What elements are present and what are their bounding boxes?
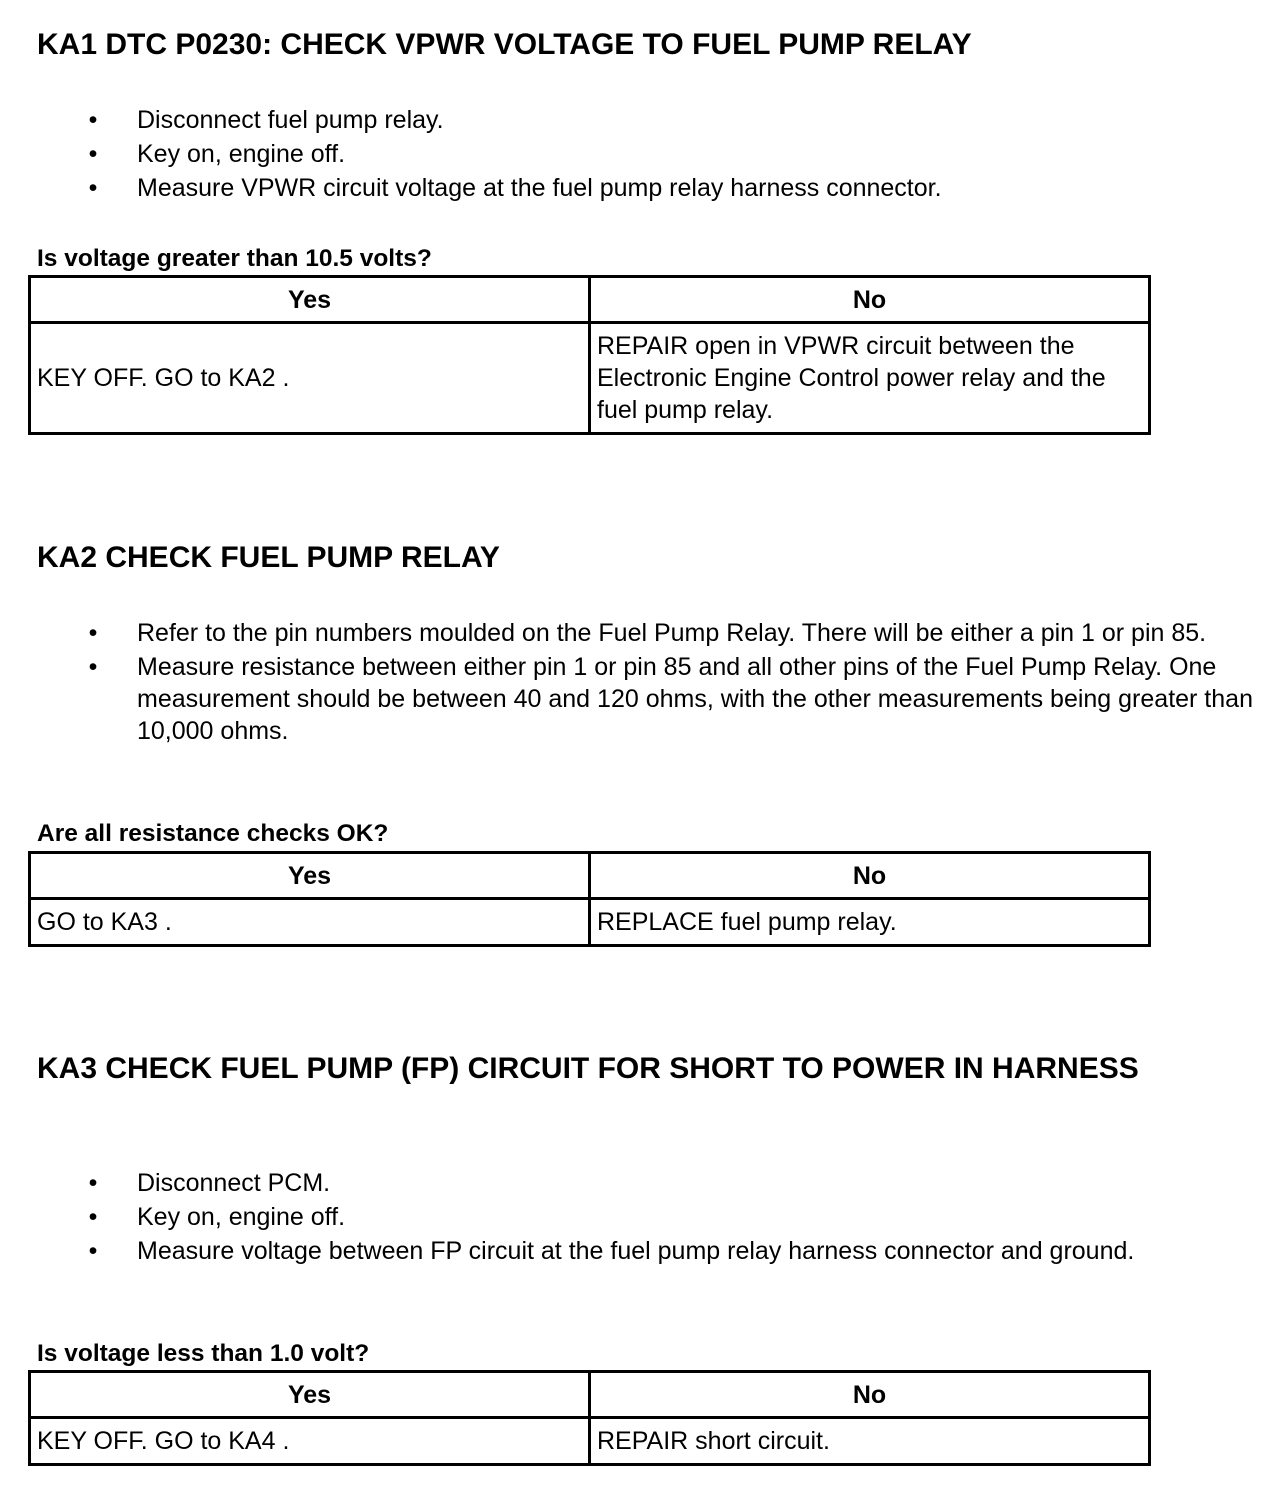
yes-action: KEY OFF. GO to KA2 . (30, 323, 590, 434)
table-header-row (30, 1372, 1150, 1418)
list-item: • Refer to the pin numbers moulded on the Fuel Pump Relay. There will be either a pin 1 or pin 85. (0, 617, 1260, 649)
list-item: • Disconnect PCM. (0, 1167, 1260, 1199)
table-header-row (30, 853, 1150, 899)
no-header: No (590, 853, 1150, 899)
table-row (30, 323, 1150, 434)
table-header-row (30, 277, 1150, 323)
yes-header: Yes (30, 277, 590, 323)
decision-table (28, 851, 1151, 947)
bullet-icon: • (88, 1169, 98, 1197)
bullet-icon: • (88, 106, 98, 134)
step-list (0, 104, 1260, 206)
bullet-icon: • (88, 619, 98, 647)
section-heading: KA1 DTC P0230: CHECK VPWR VOLTAGE TO FUEL PUMP RELAY (37, 28, 972, 61)
step-list (0, 617, 1260, 749)
section-heading: KA2 CHECK FUEL PUMP RELAY (37, 541, 500, 574)
list-item: • Key on, engine off. (0, 138, 1260, 170)
table-row (30, 899, 1150, 946)
list-item: • Measure voltage between FP circuit at the fuel pump relay harness connector and ground. (0, 1235, 1260, 1267)
yes-header: Yes (30, 1372, 590, 1418)
yes-action: GO to KA3 . (30, 899, 590, 946)
no-header: No (590, 1372, 1150, 1418)
section-heading: KA3 CHECK FUEL PUMP (FP) CIRCUIT FOR SHORT TO POWER IN HARNESS (37, 1052, 1139, 1085)
no-action: REPLACE fuel pump relay. (590, 899, 1150, 946)
yes-action: KEY OFF. GO to KA4 . (30, 1418, 590, 1465)
decision-table (28, 275, 1151, 435)
bullet-icon: • (88, 653, 98, 681)
decision-table (28, 1370, 1151, 1466)
bullet-icon: • (88, 174, 98, 202)
question-text: Is voltage less than 1.0 volt? (37, 1340, 370, 1367)
list-item: • Key on, engine off. (0, 1201, 1260, 1233)
bullet-icon: • (88, 140, 98, 168)
list-item: • Measure VPWR circuit voltage at the fuel pump relay harness connector. (0, 172, 1260, 204)
question-text: Is voltage greater than 10.5 volts? (37, 245, 432, 272)
no-action: REPAIR open in VPWR circuit between the Electronic Engine Control power relay and the fuel pump relay. (590, 323, 1150, 434)
bullet-icon: • (88, 1237, 98, 1265)
table-row (30, 1418, 1150, 1465)
step-list (0, 1167, 1260, 1269)
bullet-icon: • (88, 1203, 98, 1231)
question-text: Are all resistance checks OK? (37, 820, 389, 847)
no-action: REPAIR short circuit. (590, 1418, 1150, 1465)
no-header: No (590, 277, 1150, 323)
yes-header: Yes (30, 853, 590, 899)
list-item: • Disconnect fuel pump relay. (0, 104, 1260, 136)
list-item: • Measure resistance between either pin 1 or pin 85 and all other pins of the Fuel Pump Relay. One measurement should be between 40 and 120 ohms, with the other measurements being greater than 10,000 ohms. (0, 651, 1260, 747)
